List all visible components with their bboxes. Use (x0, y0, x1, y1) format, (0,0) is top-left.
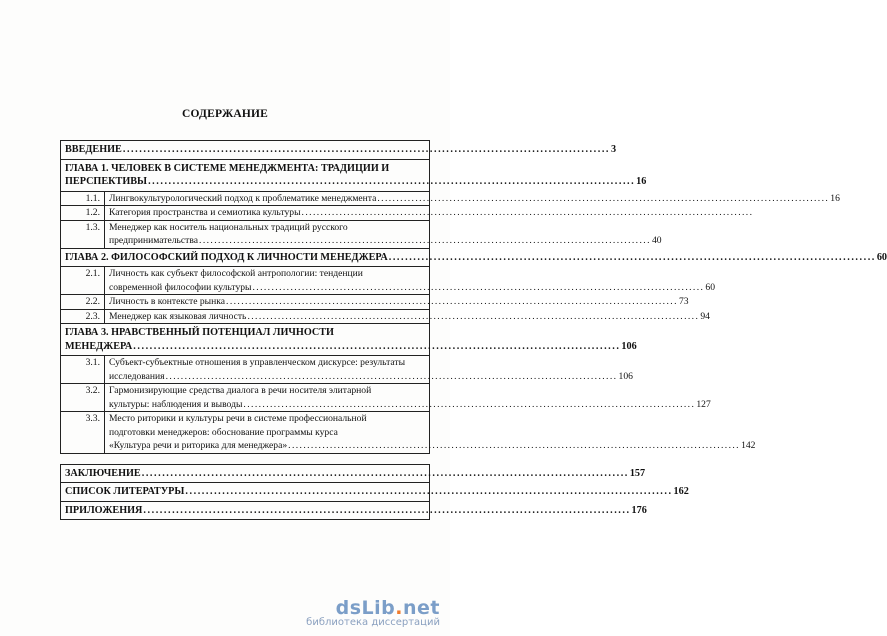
toc-entry-main-inner (61, 141, 617, 159)
toc-entry-tail-inner (61, 483, 689, 501)
watermark-subtitle: библиотека диссертаций (306, 617, 440, 628)
watermark-logo-dot: . (395, 597, 403, 619)
toc-entry-section-text: исследования (109, 370, 165, 382)
toc-entry-chapter-3-page-number: 106 (621, 340, 637, 352)
page-title: СОДЕРЖАНИЕ (181, 108, 269, 120)
leader-dots (184, 485, 671, 499)
toc-entry-section-line (109, 370, 633, 384)
leader-dots (225, 295, 677, 309)
toc-entry-section-text: Личность как субъект философской антропологии: тенденции (109, 268, 363, 279)
toc-entry-section-body (105, 356, 633, 383)
toc-entry-section-page-number: 16 (830, 192, 840, 204)
leader-dots (287, 439, 739, 453)
toc-entry-section-line (109, 281, 715, 295)
watermark-logo (306, 597, 440, 619)
toc-entry-section-text: Гармонизирующие средства диалога в речи носителя элитарной (109, 385, 372, 396)
toc-entry-tail-inner (61, 465, 646, 483)
toc-entry-section-line (109, 398, 711, 412)
toc-entry-section-line (109, 234, 662, 248)
toc-entry-section-text: Лингвокультурологический подход к проблематике менеджмента (109, 192, 377, 204)
toc-entry-tail-line (65, 485, 689, 499)
toc-entry-section-text: Менеджер как носитель национальных традиций русского (109, 221, 348, 233)
toc-entry-chapter-3-line (65, 340, 637, 354)
toc-entry-main-line (65, 143, 617, 157)
leader-dots (122, 143, 609, 157)
toc-entry-section-number: 3.3. (61, 412, 105, 453)
toc-entry-section[interactable] (61, 310, 710, 325)
toc-entry-tail-text: СПИСОК ЛИТЕРАТУРЫ (65, 486, 185, 497)
toc-entry-section-body (105, 310, 710, 324)
toc-entry-section-page-number: 127 (696, 398, 711, 410)
toc-entry-section-page-number (752, 206, 754, 220)
toc-entry-tail-line (65, 467, 646, 481)
toc-entry-section-number: 3.2. (61, 384, 105, 411)
toc-entry-section-line (109, 221, 662, 235)
toc-entry-tail-page-number: 176 (631, 504, 647, 516)
toc-entry-section-line (109, 295, 689, 309)
toc-entry-section-body (105, 192, 840, 206)
leader-dots (388, 251, 875, 265)
toc-entry-chapter-2-line (65, 251, 887, 265)
toc-entry-section[interactable] (61, 356, 633, 384)
toc-entry-section-line (109, 310, 710, 324)
toc-entry-section-page-number: 94 (700, 310, 710, 322)
toc-entry-section[interactable] (61, 384, 711, 412)
toc-entry-main[interactable] (61, 160, 647, 192)
toc-entry-section-page-number: 73 (678, 296, 689, 307)
toc-entry-tail-page-number: 162 (673, 486, 689, 497)
toc-entry-section[interactable] (61, 192, 840, 207)
leader-dots (141, 467, 628, 481)
toc-entry-section-body (105, 267, 715, 294)
leader-dots (147, 175, 634, 189)
toc-entry-chapter-3-line (65, 326, 425, 340)
toc-entry-main[interactable] (61, 141, 617, 160)
toc-entry-section-page-number: 142 (741, 440, 756, 451)
toc-entry-section-number: 2.2. (61, 295, 105, 309)
toc-entry-section-line (109, 267, 715, 281)
toc-entry-section-line (109, 192, 840, 206)
toc-entry-section-line (109, 384, 711, 398)
watermark-logo-tld: net (403, 597, 440, 619)
toc-entry-section-text: Место риторики и культуры речи в системе профессиональной (109, 413, 367, 424)
toc-entry-section-body (105, 384, 711, 411)
leader-dots (301, 206, 753, 220)
toc-entry-main-line (65, 162, 425, 176)
toc-box-main (60, 140, 887, 454)
toc-entry-section-text: Личность в контексте рынка (109, 296, 226, 307)
watermark (306, 597, 440, 628)
toc-entry-main-line (65, 175, 647, 189)
toc-entry-section[interactable] (61, 206, 429, 221)
toc-entry-chapter-3-text: ГЛАВА 3. НРАВСТВЕННЫЙ ПОТЕНЦИАЛ ЛИЧНОСТИ (65, 327, 334, 338)
toc-entry-section-text: современной философии культуры (109, 281, 252, 293)
toc-entry-section-text: подготовки менеджеров: обоснование программы курса (109, 426, 338, 438)
toc-entry-chapter-2-text: ГЛАВА 2. ФИЛОСОФСКИЙ ПОДХОД К ЛИЧНОСТИ МЕНЕДЖЕРА (65, 251, 388, 263)
leader-dots (376, 192, 828, 206)
toc-entry-section-line (109, 412, 755, 426)
toc-entry-main-inner (61, 160, 647, 191)
toc-entry-section[interactable] (61, 267, 716, 295)
leader-dots (132, 340, 619, 354)
toc-entry-section-text: «Культура речи и риторика для менеджера» (109, 440, 288, 451)
toc-entry-chapter-2[interactable] (61, 249, 887, 268)
toc-entry-section-body (105, 295, 689, 309)
toc-entry-section-page-number: 60 (705, 281, 716, 293)
leader-dots (246, 310, 698, 324)
toc-entry-section-body (105, 221, 662, 248)
toc-entry-section[interactable] (61, 295, 689, 310)
toc-entry-tail-page-number: 157 (629, 467, 646, 479)
toc-entry-section[interactable] (61, 412, 756, 454)
toc-entry-section-number: 1.2. (61, 206, 105, 220)
toc-entry-section-number: 1.3. (61, 221, 105, 248)
toc-entry-main-page-number: 3 (610, 144, 617, 155)
leader-dots (142, 504, 629, 518)
toc-entry-main-text: ГЛАВА 1. ЧЕЛОВЕК В СИСТЕМЕ МЕНЕДЖМЕНТА: ТРАДИЦИИ И (65, 162, 390, 174)
toc-entry-section-number: 1.1. (61, 192, 105, 206)
toc-entry-tail[interactable] (61, 483, 689, 502)
toc-entry-section-line (109, 356, 633, 370)
toc-entry-section-body (105, 206, 754, 220)
toc-entry-section-text: культуры: наблюдения и выводы (109, 398, 243, 410)
toc-entry-section-number: 3.1. (61, 356, 105, 383)
toc-entry-section-text: предпринимательства (109, 235, 199, 246)
toc-entry-section-page-number: 106 (618, 370, 633, 382)
toc-entry-section-page-number: 40 (651, 235, 662, 246)
leader-dots (242, 398, 694, 412)
toc-entry-chapter-3-inner (61, 324, 637, 355)
toc-entry-main-text: ПЕРСПЕКТИВЫ (65, 176, 148, 187)
toc-entry-main-page-number: 16 (636, 176, 647, 187)
toc-entry-tail-text: ПРИЛОЖЕНИЯ (65, 504, 143, 516)
toc-entry-tail[interactable] (61, 502, 647, 521)
toc-entry-section-line (109, 206, 754, 220)
toc-entry-section-text: Субъект-субъектные отношения в управленческом дискурсе: результаты (109, 357, 406, 368)
toc-entry-section-body (105, 412, 755, 453)
table-of-contents (60, 140, 887, 520)
toc-entry-chapter-2-page-number: 60 (876, 251, 887, 263)
toc-entry-chapter-3[interactable] (61, 324, 637, 356)
toc-entry-section-text: Категория пространства и семиотика культуры (109, 207, 301, 218)
toc-entry-section-line (109, 426, 755, 440)
leader-dots (251, 281, 703, 295)
toc-entry-section-text: Менеджер как языковая личность (109, 310, 247, 322)
toc-entry-section-line (109, 439, 755, 453)
toc-entry-section-number: 2.1. (61, 267, 105, 294)
leader-dots (198, 234, 650, 248)
toc-entry-chapter-3-text: МЕНЕДЖЕРА (65, 340, 133, 352)
toc-entry-tail-inner (61, 502, 647, 520)
toc-entry-tail[interactable] (61, 465, 646, 484)
watermark-logo-main: dsLib (335, 597, 396, 619)
toc-entry-section[interactable] (61, 221, 662, 249)
toc-entry-main-text: ВВЕДЕНИЕ (65, 144, 122, 155)
toc-entry-tail-text: ЗАКЛЮЧЕНИЕ (65, 467, 141, 479)
toc-entry-tail-line (65, 504, 647, 518)
toc-box-tail (60, 464, 689, 521)
leader-dots (165, 370, 617, 384)
toc-entry-chapter-2-inner (61, 249, 887, 267)
toc-entry-section-number: 2.3. (61, 310, 105, 324)
